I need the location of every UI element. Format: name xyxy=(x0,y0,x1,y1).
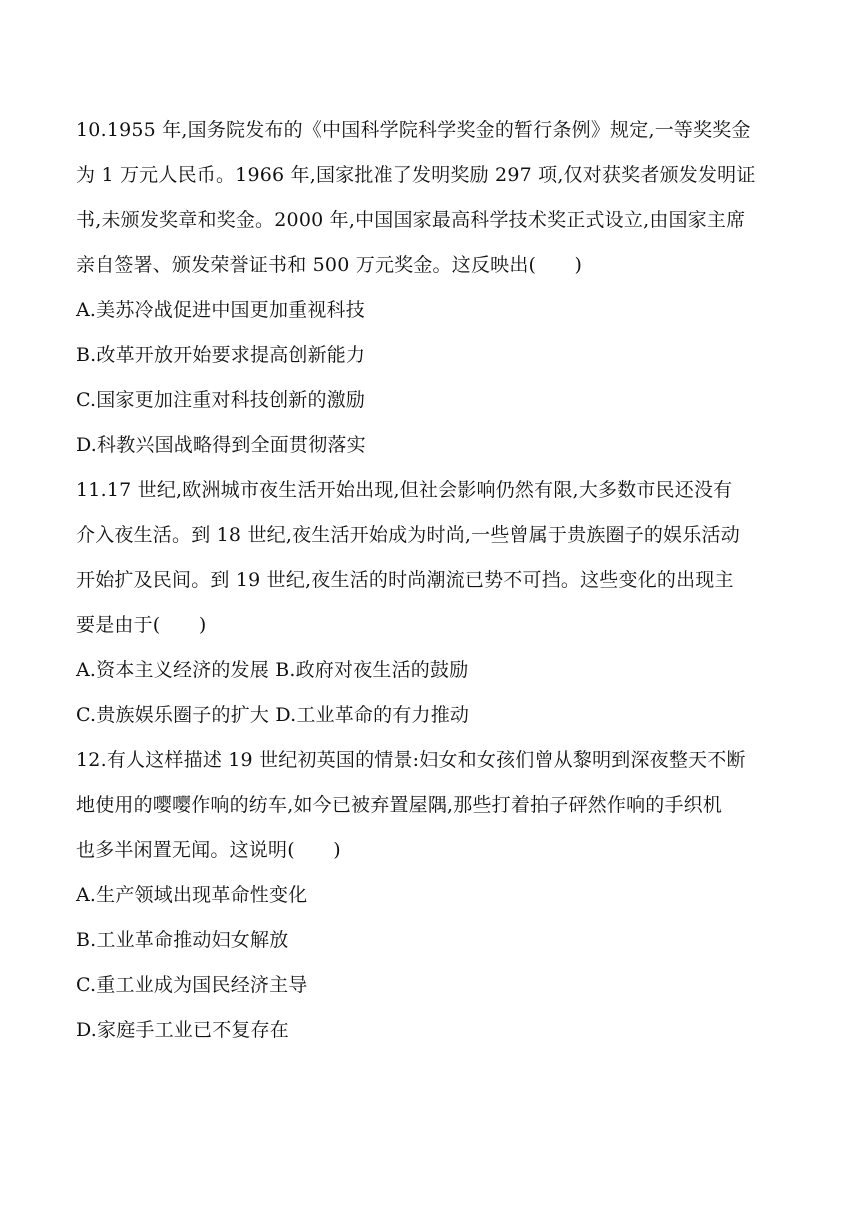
question-10-option-d: D.科教兴国战略得到全面贯彻落实 xyxy=(76,434,366,456)
question-12-option-c: C.重工业成为国民经济主导 xyxy=(76,974,308,996)
question-12-option-d: D.家庭手工业已不复存在 xyxy=(76,1019,289,1041)
question-10-stem-line-4: 亲自签署、颁发荣誉证书和 500 万元奖金。这反映出( ) xyxy=(76,254,583,276)
question-12-stem-line-3: 也多半闲置无闻。这说明( ) xyxy=(76,839,341,861)
question-10-stem-line-2: 为 1 万元人民币。1966 年,国家批准了发明奖励 297 项,仅对获奖者颁发发明证 xyxy=(76,164,756,186)
question-11-stem-line-2: 介入夜生活。到 18 世纪,夜生活开始成为时尚,一些曾属于贵族圈子的娱乐活动 xyxy=(76,524,740,546)
question-page xyxy=(76,108,788,1053)
question-11 xyxy=(76,468,788,738)
question-12-options xyxy=(76,873,788,1053)
question-10-options xyxy=(76,288,788,468)
question-11-stem-line-1: 11.17 世纪,欧洲城市夜生活开始出现,但社会影响仍然有限,大多数市民还没有 xyxy=(76,479,733,501)
question-11-stem-line-4: 要是由于( ) xyxy=(76,614,207,636)
question-11-options xyxy=(76,648,788,738)
question-10 xyxy=(76,108,788,468)
question-11-options-ab: A.资本主义经济的发展 B.政府对夜生活的鼓励 xyxy=(76,659,469,681)
question-12-stem-line-1: 12.有人这样描述 19 世纪初英国的情景:妇女和女孩们曾从黎明到深夜整天不断 xyxy=(76,749,746,771)
question-11-stem-line-3: 开始扩及民间。到 19 世纪,夜生活的时尚潮流已势不可挡。这些变化的出现主 xyxy=(76,569,734,591)
question-10-option-c: C.国家更加注重对科技创新的激励 xyxy=(76,389,366,411)
question-10-option-a: A.美苏冷战促进中国更加重视科技 xyxy=(76,299,365,321)
question-12-option-a: A.生产领域出现革命性变化 xyxy=(76,884,308,906)
question-12-stem-line-2: 地使用的嘤嘤作响的纺车,如今已被弃置屋隅,那些打着拍子砰然作响的手织机 xyxy=(76,794,723,816)
question-12-option-b: B.工业革命推动妇女解放 xyxy=(76,929,289,951)
question-12 xyxy=(76,738,788,1053)
question-11-options-cd: C.贵族娱乐圈子的扩大 D.工业革命的有力推动 xyxy=(76,704,470,726)
question-10-stem-line-3: 书,未颁发奖章和奖金。2000 年,中国国家最高科学技术奖正式设立,由国家主席 xyxy=(76,209,746,231)
question-10-option-b: B.改革开放开始要求提高创新能力 xyxy=(76,344,366,366)
question-10-stem-line-1: 10.1955 年,国务院发布的《中国科学院科学奖金的暂行条例》规定,一等奖奖金 xyxy=(76,119,751,141)
